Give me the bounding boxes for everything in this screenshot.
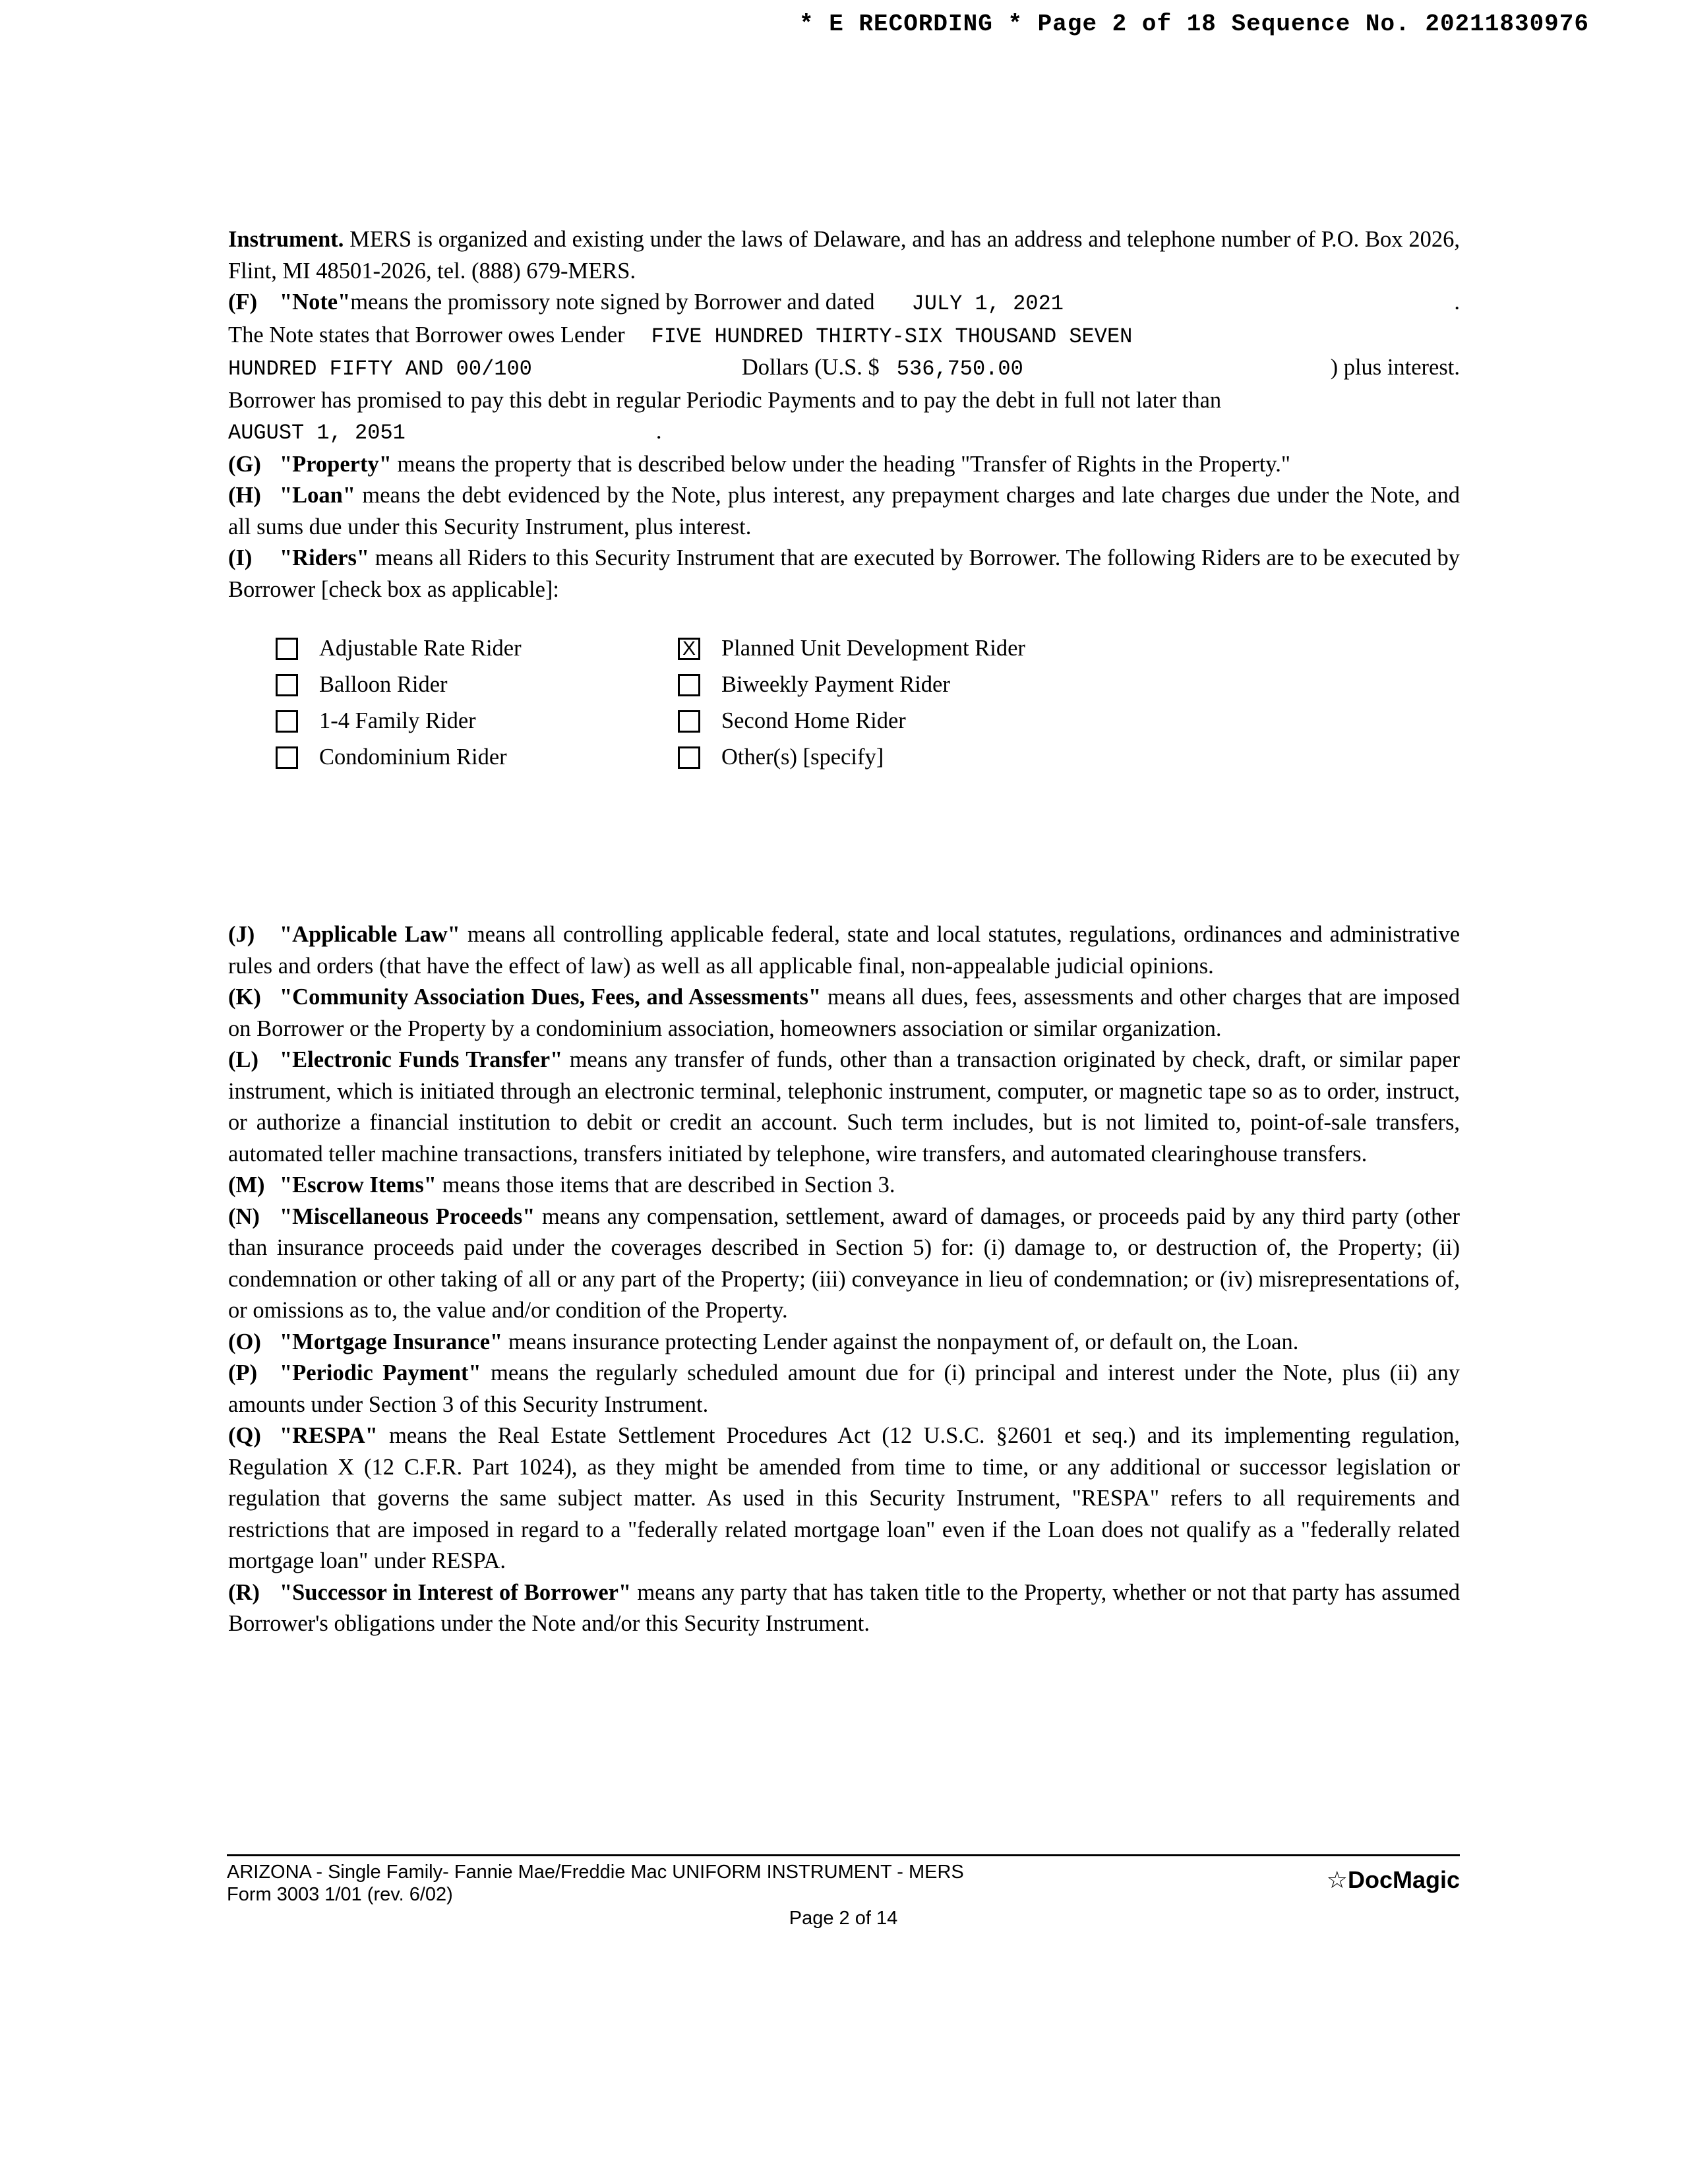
note-term: "Note" bbox=[280, 289, 351, 315]
form-number: Form 3003 1/01 (rev. 6/02) bbox=[227, 1884, 453, 1905]
star-outline-icon: ☆ bbox=[1326, 1866, 1348, 1893]
dollars-text: Dollars (U.S. $ bbox=[741, 355, 880, 380]
definitions-bottom bbox=[228, 919, 1460, 1640]
note-line-2 bbox=[228, 320, 1460, 353]
rider-planned-unit-development[interactable]: X Planned Unit Development Rider bbox=[678, 630, 1100, 667]
definition-m: (M) "Escrow Items" means those items that are described in Section 3. bbox=[228, 1172, 895, 1198]
rider-second-home[interactable]: Second Home Rider bbox=[678, 703, 1100, 739]
definition-term: "Riders" bbox=[280, 545, 370, 570]
definition-n: (N) "Miscellaneous Proceeds" means any compensation, settlement, award of damages, or proceeds paid by any third party (other than insurance proceeds paid under the coverages described in Section 5) for: (i) damage to, or destruction of, the Property; (ii) condemnation or other taking of all or any part of the Property; (iii) conveyance in lieu of condemnation; or (iv) misrepresentations of, or omissions as to, the value and/or condition of the Property. bbox=[228, 1203, 1460, 1323]
definition-h: (H) "Loan" means the debt evidenced by the Note, plus interest, any prepayment charges and late charges due under the Note, and all sums due under this Security Instrument, plus interest. bbox=[228, 483, 1460, 539]
checkbox[interactable] bbox=[678, 674, 700, 696]
note-amount: 536,750.00 bbox=[896, 357, 1023, 381]
form-title: ARIZONA - Single Family- Fannie Mae/Freddie Mac UNIFORM INSTRUMENT - MERS bbox=[227, 1862, 964, 1883]
amount-words-1: FIVE HUNDRED THIRTY-SIX THOUSAND SEVEN bbox=[651, 324, 1133, 349]
checkbox-checked[interactable]: X bbox=[678, 638, 700, 660]
rider-condominium[interactable]: Condominium Rider bbox=[276, 739, 698, 775]
note-line-1: (F) "Note" means the promissory note signed by Borrower and dated JULY 1, 2021 . bbox=[228, 287, 1460, 320]
definition-term: "Loan" bbox=[280, 483, 356, 508]
definition-r: (R) "Successor in Interest of Borrower" means any party that has taken title to the Property, whether or not that party has assumed Borrower's obligations under the Note and/or this Security Instrument. bbox=[228, 1579, 1461, 1636]
note-owes-text: The Note states that Borrower owes Lender bbox=[228, 322, 625, 348]
amount-words-2: HUNDRED FIFTY AND 00/100 bbox=[228, 357, 532, 381]
riders-right-column bbox=[678, 630, 1100, 775]
definition-term: "Mortgage Insurance" bbox=[280, 1329, 503, 1354]
definition-j: (J) "Applicable Law" means all controlling applicable federal, state and local statutes, regulations, ordinances and administrative rules and orders (that have the effect of law) as well as all applicable final, non-appealable judicial opinions. bbox=[228, 922, 1461, 979]
definition-k: (K) "Community Association Dues, Fees, and Assessments" means all dues, fees, assessments and other charges that are imposed on Borrower or the Property by a condominium association, homeowners association or similar organization. bbox=[228, 985, 1460, 1041]
footer-divider bbox=[227, 1854, 1460, 1856]
definition-term: "Electronic Funds Transfer" bbox=[280, 1047, 563, 1072]
intro-paragraph bbox=[228, 224, 1460, 287]
maturity-date: AUGUST 1, 2051 bbox=[228, 421, 406, 445]
note-text: means the promissory note signed by Borrower and dated bbox=[350, 289, 875, 315]
brand-name: DocMagic bbox=[1347, 1866, 1460, 1893]
definition-g: (G) "Property" means the property that is described below under the heading "Transfer of Rights in the Property." bbox=[228, 451, 1291, 477]
definition-term: "Successor in Interest of Borrower" bbox=[280, 1579, 632, 1605]
recording-header: * E RECORDING * Page 2 of 18 Sequence No. 20211830976 bbox=[799, 11, 1589, 38]
note-line-4: Borrower has promised to pay this debt in regular Periodic Payments and to pay the debt in full not later than bbox=[228, 387, 1222, 413]
note-label: (F) bbox=[228, 289, 258, 315]
page-footer bbox=[227, 1861, 1460, 1929]
definition-i: (I) "Riders" means all Riders to this Security Instrument that are executed by Borrower. The following Riders are to be executed by Borrower [check box as applicable]: bbox=[228, 545, 1460, 602]
note-line-3 bbox=[228, 352, 1460, 385]
definition-term: "Community Association Dues, Fees, and Assessments" bbox=[280, 985, 822, 1010]
docmagic-logo bbox=[1326, 1866, 1460, 1893]
checkbox[interactable] bbox=[678, 746, 700, 769]
definition-term: "Miscellaneous Proceeds" bbox=[280, 1203, 535, 1229]
intro-text: MERS is organized and existing under the laws of Delaware, and has an address and telephone number of P.O. Box 2026, Flint, MI 48501-2026, tel. (888) 679-MERS. bbox=[228, 227, 1460, 284]
note-line-5: AUGUST 1, 2051 . bbox=[228, 416, 1460, 449]
definition-o: (O) "Mortgage Insurance" means insurance protecting Lender against the nonpayment of, or default on, the Loan. bbox=[228, 1329, 1299, 1354]
definitions-top bbox=[228, 224, 1460, 605]
checkbox[interactable] bbox=[678, 710, 700, 733]
note-date: JULY 1, 2021 bbox=[911, 291, 1064, 316]
rider-1-4-family[interactable]: 1-4 Family Rider bbox=[276, 703, 698, 739]
definition-term: "Applicable Law" bbox=[280, 922, 460, 947]
page-number: Page 2 of 14 bbox=[789, 1908, 898, 1929]
definition-term: "Escrow Items" bbox=[280, 1172, 437, 1198]
definition-p: (P) "Periodic Payment" means the regularly scheduled amount due for (i) principal and interest under the Note, plus (ii) any amounts under Section 3 of this Security Instrument. bbox=[228, 1360, 1460, 1417]
definition-q: (Q) "RESPA" means the Real Estate Settlement Procedures Act (12 U.S.C. §2601 et seq.) and its implementing regulation, Regulation X (12 C.F.R. Part 1024), as they might be amended from time to time, or any additional or successor legislation or regulation that governs the same subject matter. As used in this Security Instrument, "RESPA" refers to all requirements and restrictions that are imposed in regard to a "federally related mortgage loan" even if the Loan does not qualify as a "federally related mortgage loan" under RESPA. bbox=[228, 1423, 1460, 1573]
rider-other[interactable]: Other(s) [specify] bbox=[678, 739, 1100, 775]
riders-left-column bbox=[276, 630, 698, 775]
checkbox[interactable] bbox=[276, 746, 298, 769]
checkbox[interactable] bbox=[276, 674, 298, 696]
checkbox[interactable] bbox=[276, 638, 298, 660]
definition-term: "RESPA" bbox=[280, 1423, 378, 1448]
intro-term: Instrument. bbox=[228, 227, 344, 252]
checkbox[interactable] bbox=[276, 710, 298, 733]
definition-term: "Property" bbox=[280, 451, 392, 477]
rider-balloon[interactable]: Balloon Rider bbox=[276, 667, 698, 703]
rider-biweekly-payment[interactable]: Biweekly Payment Rider bbox=[678, 667, 1100, 703]
definition-l: (L) "Electronic Funds Transfer" means any transfer of funds, other than a transaction originated by check, draft, or similar paper instrument, which is initiated through an electronic terminal, telephonic instrument, computer, or magnetic tape so as to order, instruct, or authorize a financial institution to debit or credit an account. Such term includes, but is not limited to, point-of-sale transfers, automated teller machine transactions, transfers initiated by telephone, wire transfers, and automated clearinghouse transfers. bbox=[228, 1047, 1460, 1167]
plus-interest-text: ) plus interest. bbox=[1330, 355, 1460, 380]
definition-term: "Periodic Payment" bbox=[280, 1360, 481, 1385]
rider-adjustable-rate[interactable]: Adjustable Rate Rider bbox=[276, 630, 698, 667]
